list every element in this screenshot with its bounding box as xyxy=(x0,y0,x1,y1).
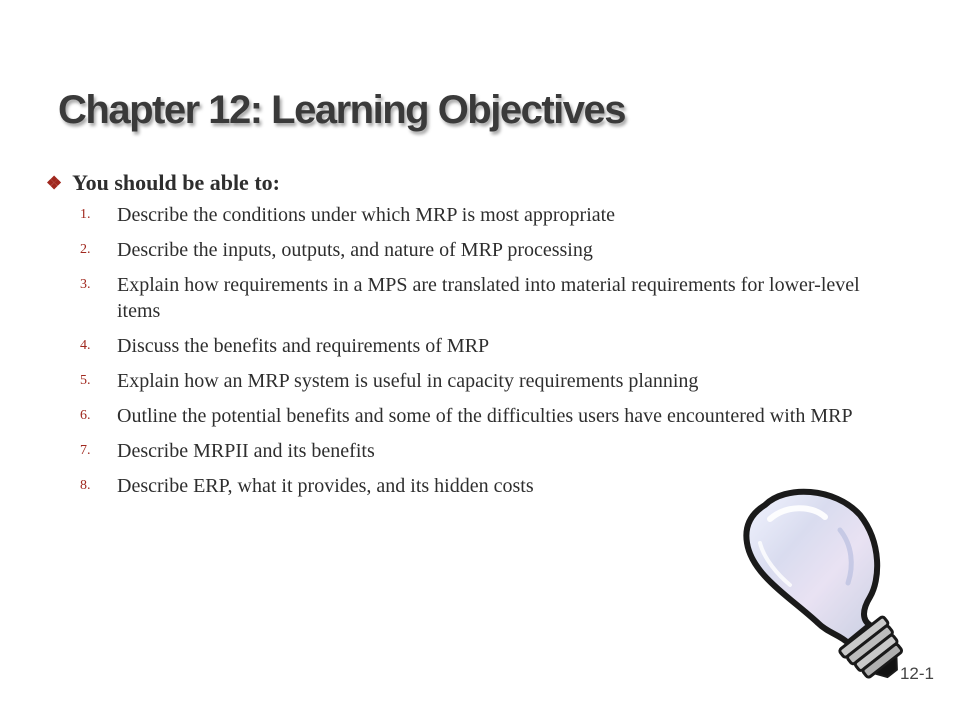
objective-text: Explain how requirements in a MPS are translated into material requirements for lower-level items xyxy=(117,274,860,322)
objective-text: Discuss the benefits and requirements of MRP xyxy=(117,335,490,357)
diamond-bullet-icon: ❖ xyxy=(46,172,63,193)
lead-text: You should be able to: xyxy=(72,170,280,195)
objective-item xyxy=(80,202,880,228)
objective-text: Outline the potential benefits and some of the difficulties users have encountered with MRP xyxy=(117,405,853,427)
objective-number: 4. xyxy=(80,338,91,353)
objective-item xyxy=(80,333,880,359)
objective-text: Describe the conditions under which MRP is most appropriate xyxy=(117,204,616,226)
objective-item xyxy=(80,438,880,464)
slide-title: Chapter 12: Learning Objectives xyxy=(58,88,626,132)
objective-number: 8. xyxy=(80,478,91,493)
light-bulb-icon xyxy=(730,485,940,685)
objective-text: Explain how an MRP system is useful in capacity requirements planning xyxy=(117,370,699,392)
objective-number: 7. xyxy=(80,443,91,458)
objective-text: Describe ERP, what it provides, and its hidden costs xyxy=(117,475,534,497)
page-number: 12-1 xyxy=(899,664,934,683)
lead-line xyxy=(46,170,280,196)
objective-item xyxy=(80,272,880,324)
objective-number: 1. xyxy=(80,207,91,222)
objective-number: 2. xyxy=(80,242,91,257)
objective-text: Describe the inputs, outputs, and nature of MRP processing xyxy=(117,239,593,261)
objective-item xyxy=(80,403,880,429)
objective-item xyxy=(80,237,880,263)
objective-number: 5. xyxy=(80,373,91,388)
objective-text: Describe MRPII and its benefits xyxy=(117,440,375,462)
objective-number: 6. xyxy=(80,408,91,423)
objective-number: 3. xyxy=(80,277,91,292)
objective-item xyxy=(80,368,880,394)
objectives-list xyxy=(80,202,880,508)
